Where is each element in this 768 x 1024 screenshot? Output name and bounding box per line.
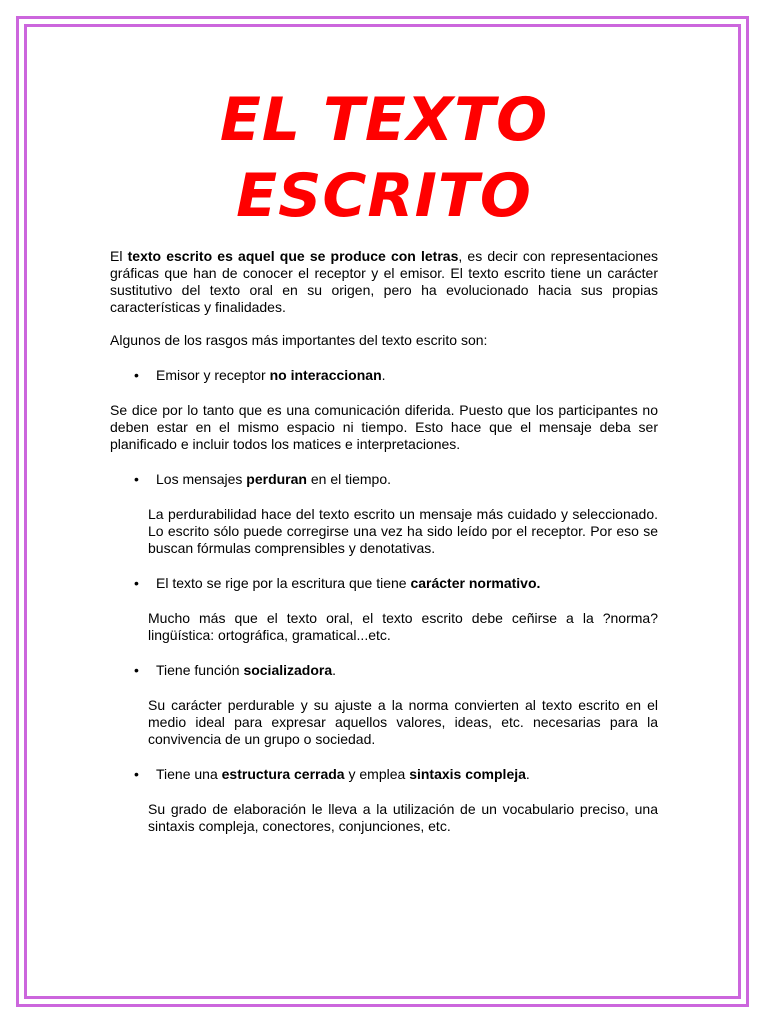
- title-line-1: EL TEXTO: [219, 85, 549, 155]
- list-item: [110, 575, 658, 592]
- item-text: .: [525, 766, 530, 782]
- item-explanation: Su carácter perdurable y su ajuste a la norma convierten al texto escrito en el medio ideal para expresar aquellos valores, ideas, etc. necesarias para la convivencia de un grupo o sociedad.: [148, 697, 658, 747]
- item-text: Los mensajes: [156, 471, 247, 487]
- list-item: [110, 471, 658, 488]
- title-line-2: ESCRITO: [236, 161, 532, 231]
- item-text: Tiene función: [156, 662, 244, 678]
- bullet-icon: •: [134, 662, 139, 678]
- item-text: .: [381, 367, 386, 383]
- item-bold: carácter normativo.: [410, 575, 541, 591]
- intro-paragraph: [110, 248, 658, 316]
- item-explanation: Se dice por lo tanto que es una comunicación diferida. Puesto que los participantes no deben estar en el mismo espacio ni tiempo. Esto hace que el mensaje deba ser planificado e incluir todos los matices e interpretaciones.: [110, 402, 658, 452]
- intro-bold: texto escrito es aquel que se produce con letras: [127, 248, 459, 264]
- bullet-icon: •: [134, 766, 139, 782]
- bullet-icon: •: [134, 367, 139, 383]
- item-text: y emplea: [344, 766, 410, 782]
- item-text: .: [332, 662, 337, 678]
- item-explanation: Su grado de elaboración le lleva a la utilización de un vocabulario preciso, una sintaxis compleja, conectores, conjunciones, etc.: [148, 801, 658, 834]
- intro-post: , es decir con representaciones gráficas que han de conocer el receptor y el emisor. El texto escrito tiene un carácter sustitutivo del texto oral en su origen, pero ha evolucionado hacia sus propias características y finalidades.: [110, 248, 658, 315]
- list-item: [110, 766, 658, 783]
- item-bold: socializadora: [243, 662, 333, 678]
- item-bold: estructura cerrada: [221, 766, 345, 782]
- item-text: El texto se rige por la escritura que tiene: [156, 575, 411, 591]
- document-body: [110, 82, 658, 835]
- rasgos-intro: Algunos de los rasgos más importantes del texto escrito son:: [110, 332, 488, 348]
- item-bold: no interaccionan: [269, 367, 382, 383]
- item-explanation: Mucho más que el texto oral, el texto escrito debe ceñirse a la ?norma? lingüística: ortográfica, gramatical...etc.: [148, 610, 658, 643]
- item-text: Tiene una: [156, 766, 222, 782]
- list-item: [110, 367, 658, 384]
- item-text: en el tiempo.: [306, 471, 392, 487]
- list-item: [110, 662, 658, 679]
- item-explanation: La perdurabilidad hace del texto escrito un mensaje más cuidado y seleccionado. Lo escrito sólo puede corregirse una vez ha sido leído por el receptor. Por eso se buscan fórmulas comprensibles y denotativas.: [148, 506, 658, 556]
- bullet-icon: •: [134, 471, 139, 487]
- item-text: Emisor y receptor: [156, 367, 270, 383]
- item-bold: perduran: [246, 471, 307, 487]
- page-title: [110, 82, 658, 234]
- bullet-icon: •: [134, 575, 139, 591]
- item-bold: sintaxis compleja: [409, 766, 526, 782]
- intro-pre: El: [110, 248, 128, 264]
